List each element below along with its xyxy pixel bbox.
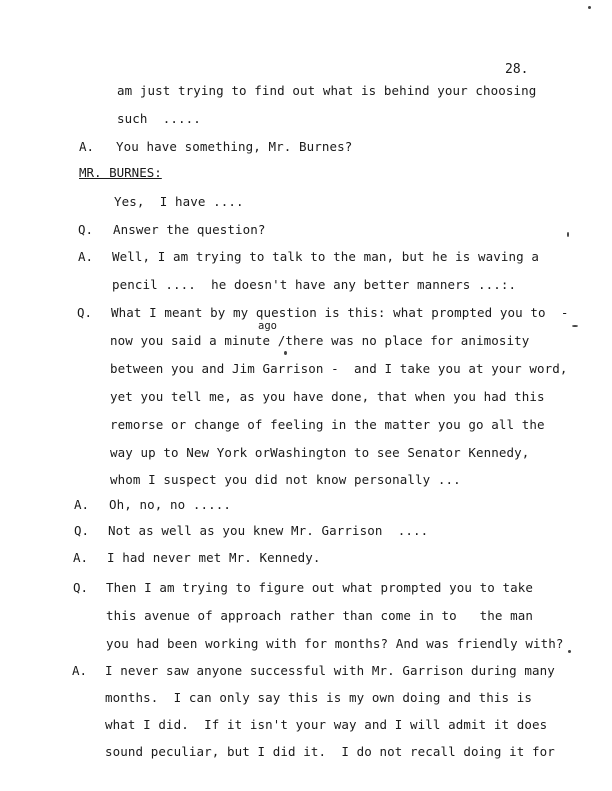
text-line: Not as well as you knew Mr. Garrison ....: [108, 523, 429, 538]
text-line: I never saw anyone successful with Mr. Garrison during many: [105, 663, 555, 678]
text-line: Answer the question?: [113, 222, 266, 237]
speaker-label-q: Q.: [77, 305, 93, 320]
text-line: way up to New York orWashington to see Senator Kennedy,: [110, 445, 530, 460]
text-line: now you said a minute /there was no place for animosity: [110, 333, 530, 348]
speaker-label-q: Q.: [78, 222, 94, 237]
text-line: am just trying to find out what is behind your choosing: [117, 83, 537, 98]
speaker-label-a: A.: [72, 663, 88, 678]
text-line: sound peculiar, but I did it. I do not recall doing it for: [105, 744, 555, 759]
speaker-label-q: Q.: [74, 523, 90, 538]
text-line: whom I suspect you did not know personally ...: [110, 472, 461, 487]
text-line: remorse or change of feeling in the matter you go all the: [110, 417, 545, 432]
text-line: between you and Jim Garrison - and I take you at your word,: [110, 361, 568, 376]
text-line: Then I am trying to figure out what prompted you to take: [106, 580, 534, 595]
speaker-label-a: A.: [78, 249, 94, 264]
speaker-label-a: A.: [74, 497, 90, 512]
text-line: Well, I am trying to talk to the man, but he is waving a: [112, 249, 540, 264]
speaker-label-q: Q.: [73, 580, 89, 595]
page-number: 28.: [505, 62, 529, 77]
scan-speck: [284, 351, 287, 355]
speaker-label-mr-burnes: MR. BURNES:: [79, 165, 162, 180]
text-line: yet you tell me, as you have done, that when you had this: [110, 389, 545, 404]
speaker-label-a: A.: [79, 139, 95, 154]
text-line: Oh, no, no .....: [109, 497, 232, 512]
text-line: months. I can only say this is my own doing and this is: [105, 690, 533, 705]
handwritten-insert: ago: [258, 320, 277, 332]
scan-speck: [572, 325, 578, 327]
text-line: you had been working with for months? And was friendly with?: [106, 636, 564, 651]
text-line: what I did. If it isn't your way and I will admit it does: [105, 717, 548, 732]
text-line: I had never met Mr. Kennedy.: [107, 550, 321, 565]
text-line: pencil .... he doesn't have any better manners ...:.: [112, 277, 517, 292]
scan-speck: [567, 232, 569, 237]
scan-speck: [568, 650, 571, 653]
text-line: What I meant by my question is this: what prompted you to -: [111, 305, 569, 320]
text-line: You have something, Mr. Burnes?: [116, 139, 353, 154]
text-line: this avenue of approach rather than come in to the man: [106, 608, 534, 623]
scan-speck: [588, 6, 591, 9]
text-line: Yes, I have ....: [114, 194, 244, 209]
text-line: such .....: [117, 111, 201, 126]
speaker-label-a: A.: [73, 550, 89, 565]
